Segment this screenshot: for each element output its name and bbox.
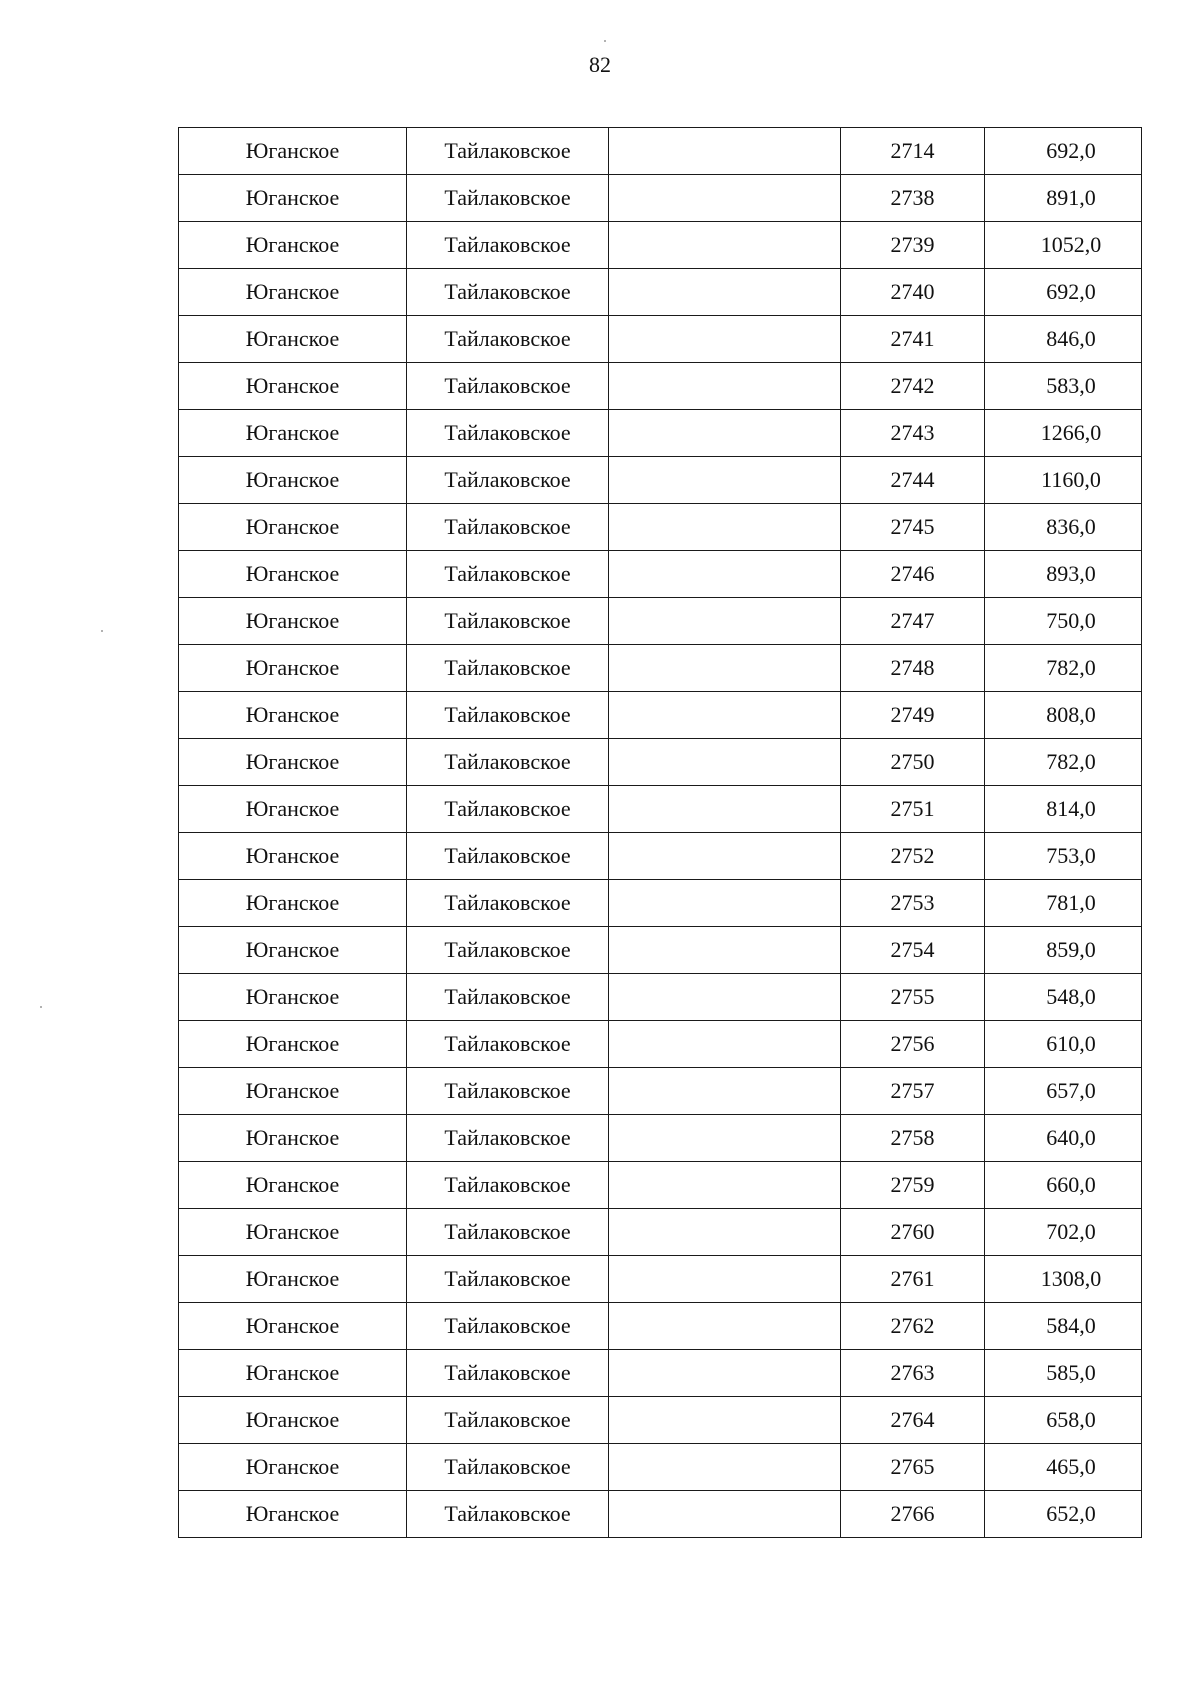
scan-speck [40, 1006, 42, 1008]
number-cell: 2758 [841, 1115, 985, 1162]
extra-cell [609, 786, 841, 833]
number-cell: 2759 [841, 1162, 985, 1209]
area-cell: Тайлаковское [407, 598, 609, 645]
number-cell: 2739 [841, 222, 985, 269]
number-cell: 2746 [841, 551, 985, 598]
value-cell: 1308,0 [985, 1256, 1142, 1303]
area-cell: Тайлаковское [407, 833, 609, 880]
area-cell: Тайлаковское [407, 880, 609, 927]
extra-cell [609, 880, 841, 927]
table-row [179, 645, 1142, 692]
number-cell: 2753 [841, 880, 985, 927]
number-cell: 2763 [841, 1350, 985, 1397]
field-cell: Юганское [179, 786, 407, 833]
field-cell: Юганское [179, 1444, 407, 1491]
area-cell: Тайлаковское [407, 739, 609, 786]
field-cell: Юганское [179, 410, 407, 457]
extra-cell [609, 457, 841, 504]
number-cell: 2747 [841, 598, 985, 645]
extra-cell [609, 1209, 841, 1256]
value-cell: 1266,0 [985, 410, 1142, 457]
extra-cell [609, 269, 841, 316]
field-cell: Юганское [179, 269, 407, 316]
table-row [179, 1444, 1142, 1491]
field-cell: Юганское [179, 1397, 407, 1444]
area-cell: Тайлаковское [407, 1115, 609, 1162]
table-row [179, 1397, 1142, 1444]
extra-cell [609, 551, 841, 598]
area-cell: Тайлаковское [407, 927, 609, 974]
area-cell: Тайлаковское [407, 363, 609, 410]
table-row [179, 1256, 1142, 1303]
table-row [179, 316, 1142, 363]
number-cell: 2760 [841, 1209, 985, 1256]
value-cell: 583,0 [985, 363, 1142, 410]
field-cell: Юганское [179, 457, 407, 504]
number-cell: 2750 [841, 739, 985, 786]
value-cell: 893,0 [985, 551, 1142, 598]
extra-cell [609, 1162, 841, 1209]
area-cell: Тайлаковское [407, 1350, 609, 1397]
table-row [179, 786, 1142, 833]
table-row [179, 598, 1142, 645]
number-cell: 2741 [841, 316, 985, 363]
table-row [179, 1350, 1142, 1397]
field-cell: Юганское [179, 692, 407, 739]
extra-cell [609, 927, 841, 974]
value-cell: 652,0 [985, 1491, 1142, 1538]
area-cell: Тайлаковское [407, 1444, 609, 1491]
number-cell: 2752 [841, 833, 985, 880]
number-cell: 2742 [841, 363, 985, 410]
number-cell: 2744 [841, 457, 985, 504]
table-row [179, 833, 1142, 880]
area-cell: Тайлаковское [407, 1068, 609, 1115]
table-row [179, 692, 1142, 739]
area-cell: Тайлаковское [407, 1021, 609, 1068]
field-cell: Юганское [179, 974, 407, 1021]
area-cell: Тайлаковское [407, 974, 609, 1021]
field-cell: Юганское [179, 316, 407, 363]
number-cell: 2755 [841, 974, 985, 1021]
table-row [179, 457, 1142, 504]
value-cell: 584,0 [985, 1303, 1142, 1350]
field-cell: Юганское [179, 880, 407, 927]
table-row [179, 410, 1142, 457]
extra-cell [609, 1256, 841, 1303]
table-row [179, 880, 1142, 927]
table-row [179, 1115, 1142, 1162]
area-cell: Тайлаковское [407, 269, 609, 316]
table-row [179, 1491, 1142, 1538]
extra-cell [609, 1115, 841, 1162]
number-cell: 2756 [841, 1021, 985, 1068]
value-cell: 548,0 [985, 974, 1142, 1021]
scan-speck [604, 40, 606, 42]
field-cell: Юганское [179, 645, 407, 692]
field-cell: Юганское [179, 222, 407, 269]
value-cell: 846,0 [985, 316, 1142, 363]
number-cell: 2738 [841, 175, 985, 222]
extra-cell [609, 692, 841, 739]
area-cell: Тайлаковское [407, 316, 609, 363]
value-cell: 781,0 [985, 880, 1142, 927]
table-row [179, 175, 1142, 222]
value-cell: 658,0 [985, 1397, 1142, 1444]
value-cell: 836,0 [985, 504, 1142, 551]
field-cell: Юганское [179, 551, 407, 598]
extra-cell [609, 222, 841, 269]
field-cell: Юганское [179, 1021, 407, 1068]
field-cell: Юганское [179, 739, 407, 786]
table-row [179, 1162, 1142, 1209]
table-row [179, 1303, 1142, 1350]
value-cell: 814,0 [985, 786, 1142, 833]
number-cell: 2743 [841, 410, 985, 457]
table-body [179, 128, 1142, 1538]
field-cell: Юганское [179, 927, 407, 974]
field-cell: Юганское [179, 1491, 407, 1538]
number-cell: 2766 [841, 1491, 985, 1538]
extra-cell [609, 974, 841, 1021]
value-cell: 660,0 [985, 1162, 1142, 1209]
area-cell: Тайлаковское [407, 1256, 609, 1303]
field-cell: Юганское [179, 128, 407, 175]
scan-speck [101, 630, 103, 632]
area-cell: Тайлаковское [407, 551, 609, 598]
extra-cell [609, 833, 841, 880]
field-cell: Юганское [179, 1256, 407, 1303]
number-cell: 2740 [841, 269, 985, 316]
extra-cell [609, 1491, 841, 1538]
extra-cell [609, 316, 841, 363]
extra-cell [609, 504, 841, 551]
area-cell: Тайлаковское [407, 1397, 609, 1444]
area-cell: Тайлаковское [407, 504, 609, 551]
number-cell: 2749 [841, 692, 985, 739]
table-row [179, 1209, 1142, 1256]
field-cell: Юганское [179, 1162, 407, 1209]
value-cell: 891,0 [985, 175, 1142, 222]
field-cell: Юганское [179, 1068, 407, 1115]
extra-cell [609, 363, 841, 410]
value-cell: 1160,0 [985, 457, 1142, 504]
area-cell: Тайлаковское [407, 222, 609, 269]
page-number: 82 [589, 52, 611, 77]
value-cell: 702,0 [985, 1209, 1142, 1256]
area-cell: Тайлаковское [407, 128, 609, 175]
area-cell: Тайлаковское [407, 410, 609, 457]
number-cell: 2761 [841, 1256, 985, 1303]
extra-cell [609, 739, 841, 786]
area-cell: Тайлаковское [407, 1303, 609, 1350]
extra-cell [609, 175, 841, 222]
value-cell: 692,0 [985, 269, 1142, 316]
data-table [178, 127, 1142, 1538]
area-cell: Тайлаковское [407, 175, 609, 222]
field-cell: Юганское [179, 175, 407, 222]
extra-cell [609, 1350, 841, 1397]
value-cell: 610,0 [985, 1021, 1142, 1068]
field-cell: Юганское [179, 1303, 407, 1350]
number-cell: 2754 [841, 927, 985, 974]
value-cell: 692,0 [985, 128, 1142, 175]
area-cell: Тайлаковское [407, 786, 609, 833]
number-cell: 2745 [841, 504, 985, 551]
value-cell: 859,0 [985, 927, 1142, 974]
extra-cell [609, 128, 841, 175]
area-cell: Тайлаковское [407, 692, 609, 739]
table-row [179, 551, 1142, 598]
value-cell: 585,0 [985, 1350, 1142, 1397]
area-cell: Тайлаковское [407, 1209, 609, 1256]
field-cell: Юганское [179, 1115, 407, 1162]
value-cell: 808,0 [985, 692, 1142, 739]
field-cell: Юганское [179, 833, 407, 880]
number-cell: 2762 [841, 1303, 985, 1350]
value-cell: 782,0 [985, 645, 1142, 692]
table-row [179, 269, 1142, 316]
table-row [179, 1021, 1142, 1068]
extra-cell [609, 598, 841, 645]
table-row [179, 128, 1142, 175]
value-cell: 640,0 [985, 1115, 1142, 1162]
extra-cell [609, 1068, 841, 1115]
value-cell: 753,0 [985, 833, 1142, 880]
extra-cell [609, 1397, 841, 1444]
extra-cell [609, 645, 841, 692]
table-row [179, 927, 1142, 974]
value-cell: 465,0 [985, 1444, 1142, 1491]
value-cell: 1052,0 [985, 222, 1142, 269]
number-cell: 2714 [841, 128, 985, 175]
number-cell: 2765 [841, 1444, 985, 1491]
field-cell: Юганское [179, 1209, 407, 1256]
number-cell: 2751 [841, 786, 985, 833]
extra-cell [609, 1444, 841, 1491]
value-cell: 657,0 [985, 1068, 1142, 1115]
extra-cell [609, 410, 841, 457]
field-cell: Юганское [179, 504, 407, 551]
data-table-container [178, 127, 1141, 1538]
table-row [179, 739, 1142, 786]
number-cell: 2764 [841, 1397, 985, 1444]
field-cell: Юганское [179, 1350, 407, 1397]
value-cell: 750,0 [985, 598, 1142, 645]
area-cell: Тайлаковское [407, 645, 609, 692]
table-row [179, 363, 1142, 410]
number-cell: 2757 [841, 1068, 985, 1115]
area-cell: Тайлаковское [407, 457, 609, 504]
field-cell: Юганское [179, 363, 407, 410]
number-cell: 2748 [841, 645, 985, 692]
area-cell: Тайлаковское [407, 1162, 609, 1209]
field-cell: Юганское [179, 598, 407, 645]
extra-cell [609, 1021, 841, 1068]
value-cell: 782,0 [985, 739, 1142, 786]
table-row [179, 222, 1142, 269]
table-row [179, 974, 1142, 1021]
area-cell: Тайлаковское [407, 1491, 609, 1538]
table-row [179, 504, 1142, 551]
table-row [179, 1068, 1142, 1115]
extra-cell [609, 1303, 841, 1350]
